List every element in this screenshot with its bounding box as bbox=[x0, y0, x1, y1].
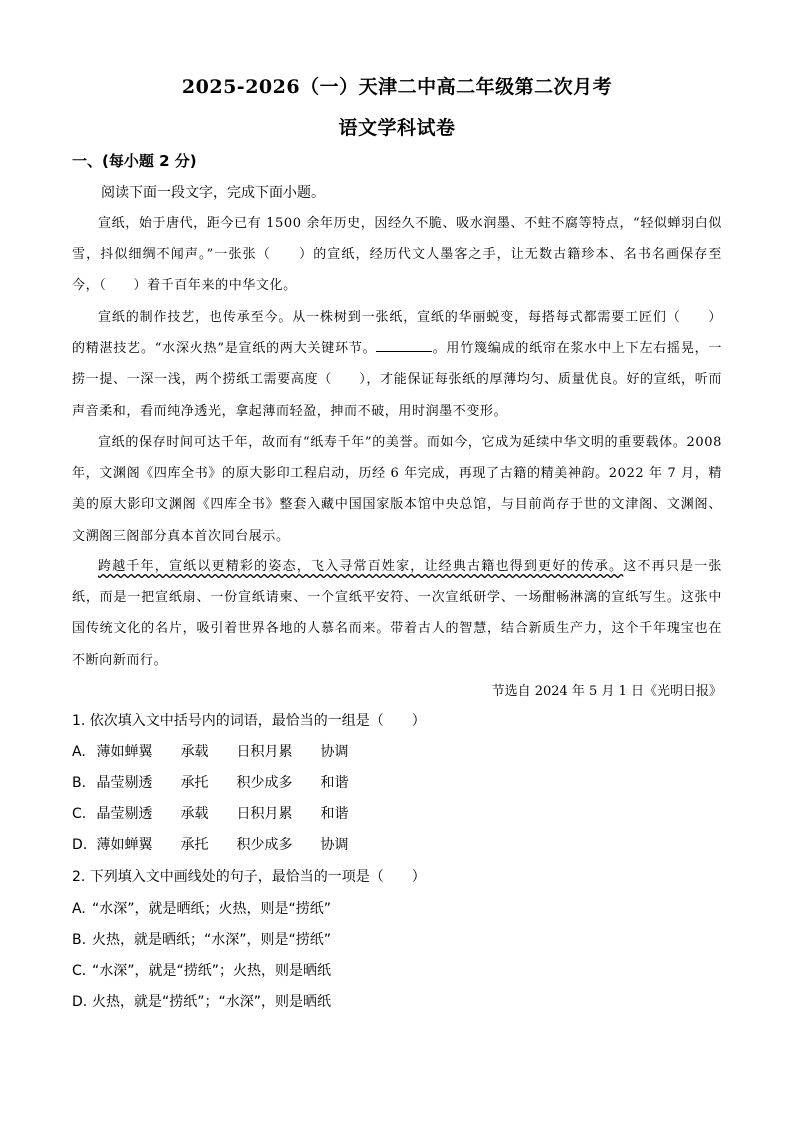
option-word: 晶莹剔透 bbox=[96, 775, 153, 791]
passage-paragraph-1: 宣纸，始于唐代，距今已有 1500 余年历史，因经久不脆、吸水润墨、不蛀不腐等特点，“轻似蝉羽白似雪，抖似细绸不闻声。”一张张（ ）的宣纸，经历代文人墨客之手，让无数古籍珍本、名书名画保存至今，（ ）着千百年来的中华文化。 bbox=[72, 216, 722, 294]
question-1-option-c bbox=[72, 803, 376, 823]
exam-subtitle: 语文学科试卷 bbox=[338, 117, 456, 139]
option-text: 火热，就是“捞纸”；“水深”，则是晒纸 bbox=[92, 994, 332, 1010]
question-1-option-b bbox=[72, 772, 376, 792]
option-word: 协调 bbox=[320, 837, 349, 853]
question-2-option-b bbox=[72, 929, 331, 949]
exam-title: 2025-2026（一）天津二中高二年级第二次月考 bbox=[181, 76, 613, 98]
question-1-stem: 1. 依次填入文中括号内的词语，最恰当的一组是（ ） bbox=[72, 713, 426, 729]
option-letter: B. bbox=[72, 775, 87, 791]
option-letter: A. bbox=[72, 901, 86, 917]
option-letter: C. bbox=[72, 963, 87, 979]
underlined-sentence: 跨越千年，宣纸以更精彩的姿态，飞入寻常百姓家，让经典古籍也得到更好的传承。 bbox=[98, 559, 624, 574]
question-2-option-d bbox=[72, 991, 331, 1011]
question-2-option-c bbox=[72, 960, 331, 980]
option-word: 协调 bbox=[320, 744, 349, 760]
option-word: 承托 bbox=[180, 775, 209, 791]
option-text: 火热，就是晒纸；“水深”，则是“捞纸” bbox=[92, 932, 332, 948]
fill-blank-line bbox=[376, 339, 432, 352]
passage-paragraph-4-rest: 这不再只是一张纸，而是一把宣纸扇、一份宣纸请柬、一个宣纸平安符、一次宣纸研学、一场酣畅淋漓的宣纸写生。这张中国传统文化的名片，吸引着世界各地的人慕名而来。带着古人的智慧，结合新质生产力，这个千年瑰宝也在不断向新而行。 bbox=[72, 559, 723, 668]
option-word: 日积月累 bbox=[236, 744, 293, 760]
question-2-option-a bbox=[72, 898, 331, 918]
option-letter: A. bbox=[72, 744, 86, 760]
option-word: 薄如蝉翼 bbox=[96, 837, 153, 853]
option-word: 晶莹剔透 bbox=[96, 806, 153, 822]
option-letter: B. bbox=[72, 932, 87, 948]
option-letter: C. bbox=[72, 806, 87, 822]
option-word: 承载 bbox=[180, 744, 209, 760]
option-word: 承托 bbox=[180, 837, 209, 853]
option-text: “水深”，就是“捞纸”；火热，则是晒纸 bbox=[92, 963, 332, 979]
question-1-option-d bbox=[72, 834, 376, 854]
option-word: 积少成多 bbox=[236, 837, 293, 853]
section-heading: 一、(每小题 2 分) bbox=[72, 152, 197, 170]
option-letter: D. bbox=[72, 994, 88, 1010]
option-word: 和谐 bbox=[320, 806, 349, 822]
option-word: 承载 bbox=[180, 806, 209, 822]
section-instruction: 阅读下面一段文字，完成下面小题。 bbox=[101, 185, 325, 201]
question-2-stem: 2. 下列填入文中画线处的句子，最恰当的一项是（ ） bbox=[72, 869, 426, 885]
option-word: 日积月累 bbox=[236, 806, 293, 822]
option-word: 薄如蝉翼 bbox=[96, 744, 153, 760]
passage-paragraph-2 bbox=[72, 302, 722, 427]
option-letter: D. bbox=[72, 837, 88, 853]
option-word: 积少成多 bbox=[236, 775, 293, 791]
passage-paragraph-4 bbox=[72, 551, 722, 676]
passage-source: 节选自 2024 年 5 月 1 日《光明日报》 bbox=[491, 684, 722, 699]
passage-paragraph-2-part-1: 宣纸的制作技艺，也传承至今。从一株树到一张纸，宣纸的华丽蜕变，每搭每式都需要工匠们（ ）的精湛技艺。“水深火热”是宣纸的两大关键环节。 bbox=[72, 310, 722, 357]
passage-paragraph-3: 宣纸的保存时间可达千年，故而有“纸寿千年”的美誉。而如今，它成为延续中华文明的重要载体。2008 年，文渊阁《四库全书》的原大影印工程启动，历经 6 年完成，再现了古籍的精美神韵。2022 年 7 月，精美的原大影印文渊阁《四库全书》整套入藏中国国家版本馆中央总馆，与目前尚存于世的文津阁、文渊阁、文溯阁三阁部分真本首次同台展示。 bbox=[72, 435, 722, 544]
option-word: 和谐 bbox=[320, 775, 349, 791]
option-text: “水深”，就是晒纸；火热，则是“捞纸” bbox=[92, 901, 332, 917]
question-1-option-a bbox=[72, 741, 376, 761]
passage-paragraph-2-part-2: 。用竹篾编成的纸帘在浆水中上下左右摇晃，一捞一提、一深一浅，两个捞纸工需要高度（ ），才能保证每张纸的厚薄均匀、质量优良。好的宣纸，听而声音柔和，看而纯净透光，拿起薄而轻盈，抻而不破，用时润墨不变形。 bbox=[72, 341, 722, 419]
